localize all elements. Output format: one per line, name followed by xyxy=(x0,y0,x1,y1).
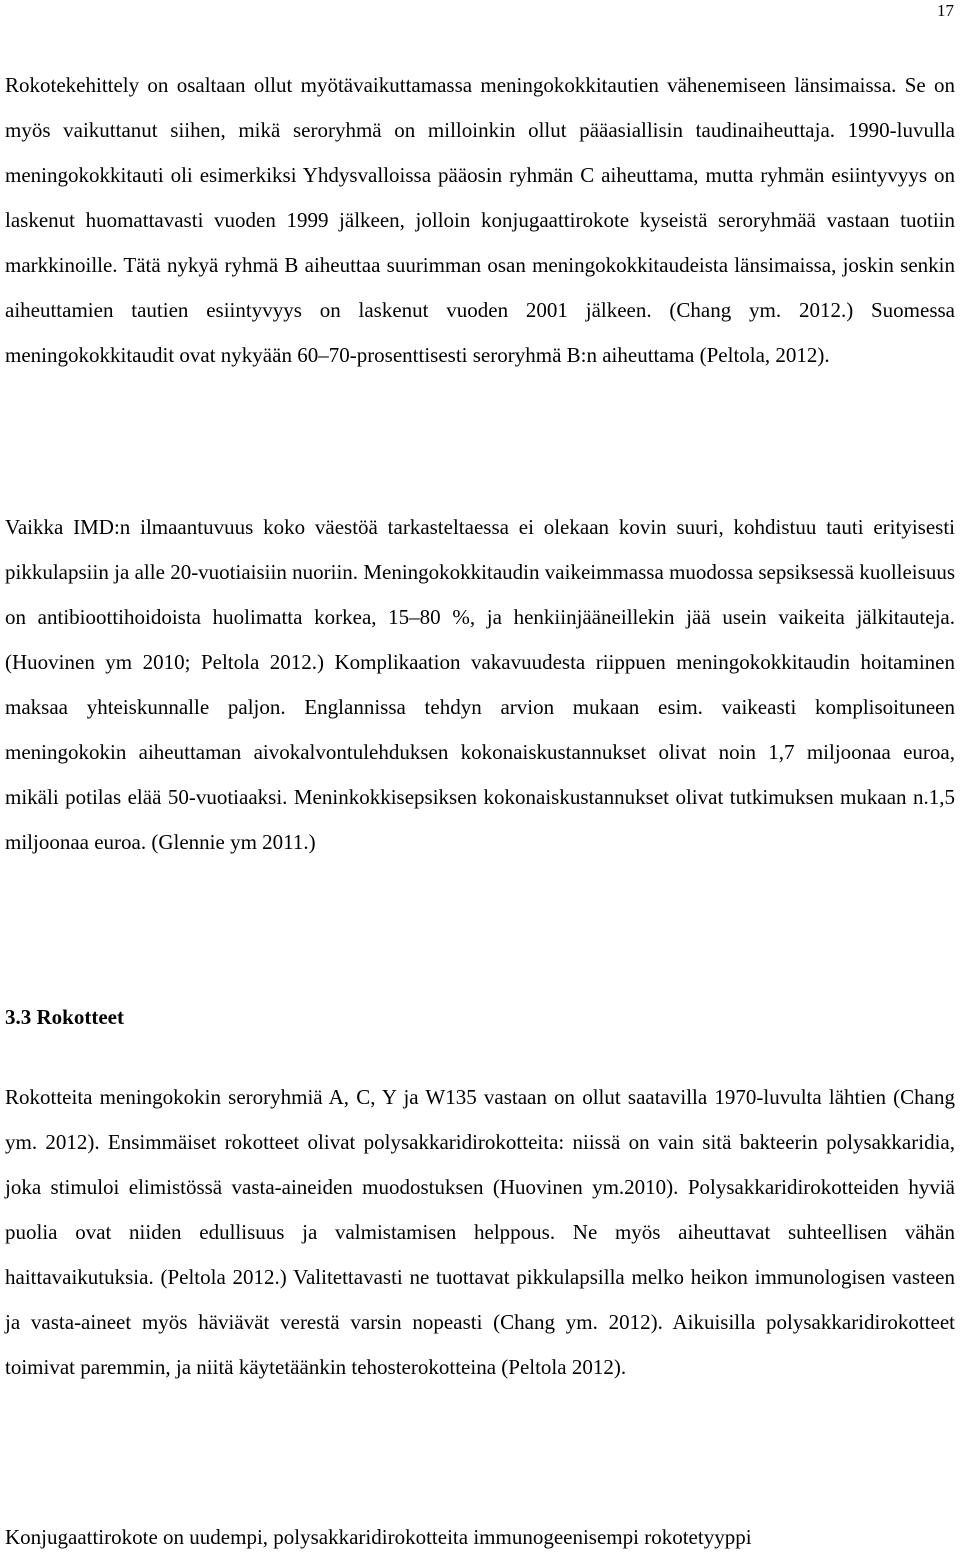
page-number: 17 xyxy=(937,1,954,20)
section-heading: 3.3 Rokotteet xyxy=(5,1005,124,1029)
paragraph-imd-incidence: Vaikka IMD:n ilmaantuvuus koko väestöä tarkasteltaessa ei olekaan kovin suuri, kohdistuu tauti erityisesti pikkulapsiin ja alle 20-vuotiaisiin nuoriin. Meningokokkitaudin vaikeimmassa muodossa sepsiksessä kuolleisuus on antibioottihoidoista huolimatta korkea, 15–80 %, ja henkiinjääneillekin jää usein vaikeita jälkitauteja. (Huovinen ym 2010; Peltola 2012.) Komplikaation vakavuudesta riippuen meningokokkitaudin hoitaminen maksaa yhteiskunnalle paljon. Englannissa tehdyn arvion mukaan esim. vaikeasti komplisoituneen meningokokin aiheuttaman aivokalvontulehduksen kokonaiskustannukset olivat noin 1,7 miljoonaa euroa, mikäli potilas elää 50-vuotiaaksi. Meninkokkisepsiksen kokonaiskustannukset olivat tutkimuksen mukaan n.1,5 miljoonaa euroa. (Glennie ym 2011.) xyxy=(5,515,955,854)
paragraph-conjugate-vaccine: Konjugaattirokote on uudempi, polysakkaridirokotteita immunogeenisempi rokotetyyppi xyxy=(5,1525,752,1549)
paragraph-vaccines: Rokotteita meningokokin seroryhmiä A, C, Y ja W135 vastaan on ollut saatavilla 1970-luvulta lähtien (Chang ym. 2012). Ensimmäiset rokotteet olivat polysakkaridirokotteita: niissä on vain sitä bakteerin polysakkaridia, joka stimuloi elimistössä vasta-aineiden muodostuksen (Huovinen ym.2010). Polysakkaridirokotteiden hyviä puolia ovat niiden edullisuus ja valmistamisen helppous. Ne myös aiheuttavat suhteellisen vähän haittavaikutuksia. (Peltola 2012.) Valitettavasti ne tuottavat pikkulapsilla melko heikon immunologisen vasteen ja vasta-aineet myös häviävät verestä varsin nopeasti (Chang ym. 2012). Aikuisilla polysakkaridirokotteet toimivat paremmin, ja niitä käytetäänkin tehosterokotteina (Peltola 2012). xyxy=(5,1085,955,1379)
paragraph-vaccine-development: Rokotekehittely on osaltaan ollut myötävaikuttamassa meningokokkitautien vähenemiseen länsimaissa. Se on myös vaikuttanut siihen, mikä seroryhmä on milloinkin ollut pääasiallisin taudinaiheuttaja. 1990-luvulla meningokokkitauti oli esimerkiksi Yhdysvalloissa pääosin ryhmän C aiheuttama, mutta ryhmän esiintyvyys on laskenut huomattavasti vuoden 1999 jälkeen, jolloin konjugaattirokote kyseistä seroryhmää vastaan tuotiin markkinoille. Tätä nykyä ryhmä B aiheuttaa suurimman osan meningokokkitaudeista länsimaissa, joskin senkin aiheuttamien tautien esiintyvyys on laskenut vuoden 2001 jälkeen. (Chang ym. 2012.) Suomessa meningokokkitaudit ovat nykyään 60–70-prosenttisesti seroryhmä B:n aiheuttama (Peltola, 2012). xyxy=(5,73,955,367)
